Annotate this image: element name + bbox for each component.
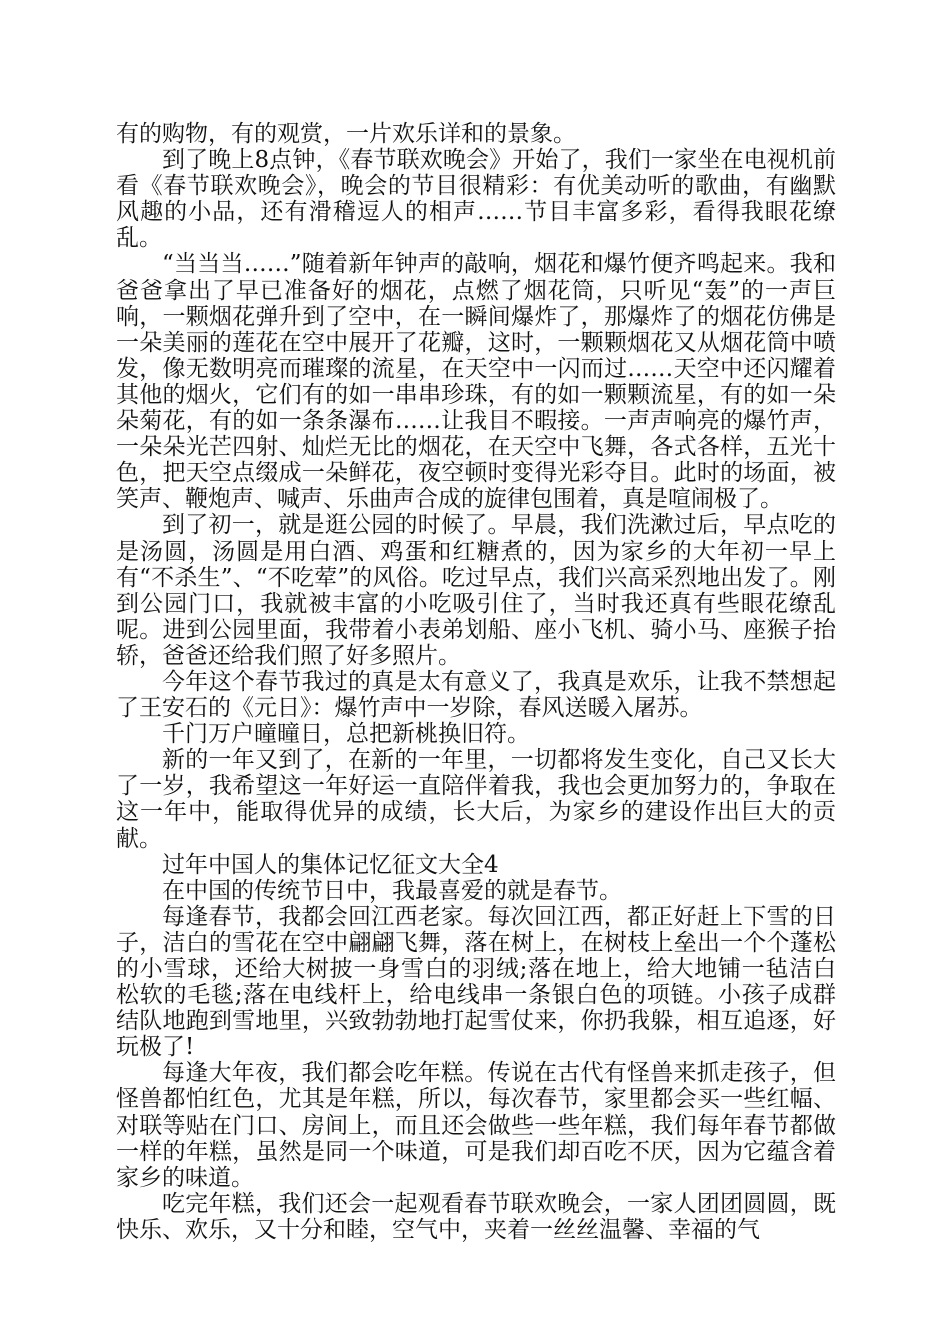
section-heading: 过年中国人的集体记忆征文大全4 bbox=[162, 851, 499, 878]
paragraph: 在中国的传统节日中，我最喜爱的就是春节。 bbox=[162, 877, 622, 904]
paragraph: 今年这个春节我过的真是太有意义了，我真是欢乐，让我不禁想起了王安石的《元日》：爆竹声中一岁除，春风送暖入屠苏。 bbox=[116, 668, 836, 722]
document-page bbox=[116, 121, 836, 1243]
paragraph: 到了初一，就是逛公园的时候了。早晨，我们洗漱过后，早点吃的是汤圆，汤圆是用白酒、鸡蛋和红糖煮的，因为家乡的大年初一早上有“不杀生”、“不吃荤”的风俗。吃过早点，我们兴高采烈地出发了。刚到公园门口，我就被丰富的小吃吸引住了，当时我还真有些眼花缭乱呢。进到公园里面，我带着小表弟划船、座小飞机、骑小马、座猴子抬轿，爸爸还给我们照了好多照片。 bbox=[116, 512, 836, 669]
paragraph: 千门万户曈曈日，总把新桃换旧符。 bbox=[162, 721, 530, 748]
paragraph: 每逢春节，我都会回江西老家。每次回江西，都正好赶上下雪的日子，洁白的雪花在空中翩翩飞舞，落在树上，在树枝上垒出一个个蓬松的小雪球，还给大树披一身雪白的羽绒;落在地上，给大地铺一毡洁白松软的毛毯;落在电线杆上，给电线串一条银白色的项链。小孩子成群结队地跑到雪地里，兴致勃勃地打起雪仗来，你扔我躲，相互追逐，好玩极了! bbox=[116, 903, 836, 1061]
paragraph: “当当当……”随着新年钟声的敲响，烟花和爆竹便齐鸣起来。我和爸爸拿出了早已准备好的烟花，点燃了烟花筒，只听见“轰”的一声巨响，一颗烟花弹升到了空中，在一瞬间爆炸了，那爆炸了的烟花仿佛是一朵美丽的莲花在空中展开了花瓣，这时，一颗颗烟花又从烟花筒中喷发，像无数明亮而璀璨的流星，在天空中一闪而过……天空中还闪耀着其他的烟火，它们有的如一串串珍珠，有的如一颗颗流星，有的如一朵朵菊花，有的如一条条瀑布……让我目不暇接。一声声响亮的爆竹声，一朵朵光芒四射、灿烂无比的烟花，在天空中飞舞，各式各样，五光十色，把天空点缀成一朵鲜花，夜空顿时变得光彩夺目。此时的场面，被笑声、鞭炮声、喊声、乐曲声合成的旋律包围着，真是喧闹极了。 bbox=[116, 251, 836, 513]
paragraph: 吃完年糕，我们还会一起观看春节联欢晚会，一家人团团圆圆，既快乐、欢乐，又十分和睦，空气中，夹着一丝丝温馨、幸福的气 bbox=[116, 1190, 836, 1243]
paragraph: 新的一年又到了，在新的一年里，一切都将发生变化，自己又长大了一岁，我希望这一年好运一直陪伴着我，我也会更加努力的，争取在这一年中，能取得优异的成绩，长大后，为家乡的建设作出巨大的贡献。 bbox=[116, 747, 836, 852]
paragraph: 每逢大年夜，我们都会吃年糕。传说在古代有怪兽来抓走孩子，但怪兽都怕红色，尤其是年糕，所以，每次春节，家里都会买一些红幅、对联等贴在门口、房间上，而且还会做些一些年糕，我们每年春节都做一样的年糕，虽然是同一个味道，可是我们却百吃不厌，因为它蕴含着家乡的味道。 bbox=[116, 1060, 836, 1191]
paragraph: 有的购物，有的观赏，一片欢乐详和的景象。 bbox=[116, 121, 576, 147]
paragraph: 到了晚上8点钟，《春节联欢晚会》开始了，我们一家坐在电视机前看《春节联欢晚会》，晚会的节目很精彩：有优美动听的歌曲，有幽默风趣的小品，还有滑稽逗人的相声……节目丰富多彩，看得我眼花缭乱。 bbox=[116, 147, 836, 252]
